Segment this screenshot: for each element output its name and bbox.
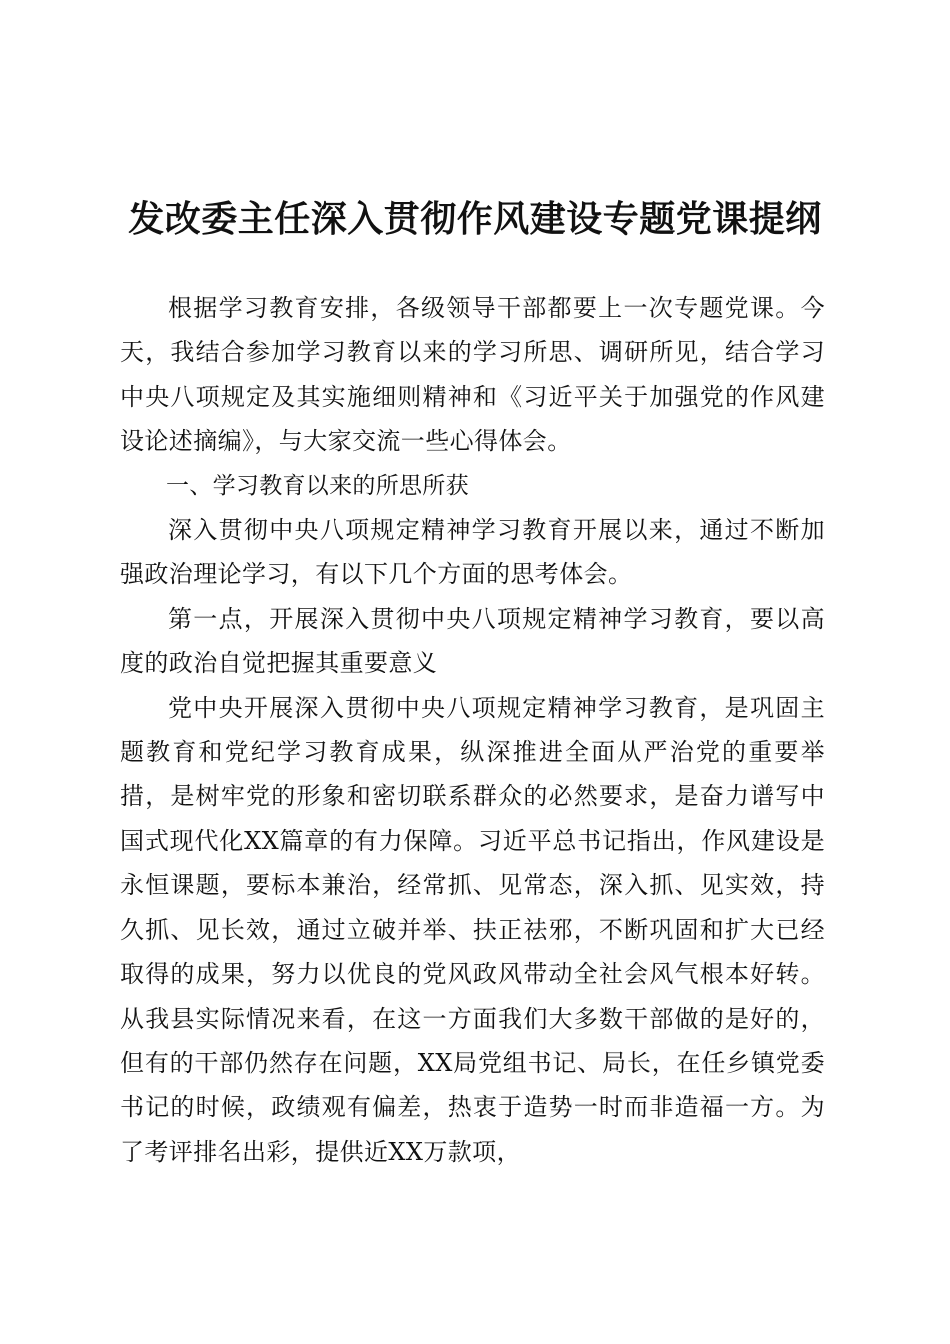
section-heading: 一、学习教育以来的所思所获 bbox=[166, 472, 469, 499]
point-paragraph: 第一点，开展深入贯彻中央八项规定精神学习教育，要以高度的政治自觉把握其重要意义 bbox=[120, 604, 825, 678]
intro-paragraph: 根据学习教育安排，各级领导干部都要上一次专题党课。今天，我结合参加学习教育以来的学习所思、调研所见，结合学习中央八项规定及其实施细则精神和《习近平关于加强党的作风建设论述摘编》，与大家交流一些心得体会。 bbox=[120, 294, 825, 456]
document-body bbox=[120, 286, 825, 1174]
body-paragraph: 党中央开展深入贯彻中央八项规定精神学习教育，是巩固主题教育和党纪学习教育成果，纵深推进全面从严治党的重要举措，是树牢党的形象和密切联系群众的必然要求，是奋力谱写中国式现代化XX篇章的有力保障。习近平总书记指出，作风建设是永恒课题，要标本兼治，经常抓、见常态，深入抓、见实效，持久抓、见长效，通过立破并举、扶正祛邪，不断巩固和扩大已经取得的成果，努力以优良的党风政风带动全社会风气根本好转。从我县实际情况来看，在这一方面我们大多数干部做的是好的，但有的干部仍然存在问题，XX局党组书记、局长，在任乡镇党委书记的时候，政绩观有偏差，热衷于造势一时而非造福一方。为了考评排名出彩，提供近XX万款项， bbox=[120, 693, 825, 1166]
body-paragraph: 深入贯彻中央八项规定精神学习教育开展以来，通过不断加强政治理论学习，有以下几个方面的思考体会。 bbox=[120, 516, 825, 589]
document-title: 发改委主任深入贯彻作风建设专题党课提纲 bbox=[128, 198, 822, 240]
